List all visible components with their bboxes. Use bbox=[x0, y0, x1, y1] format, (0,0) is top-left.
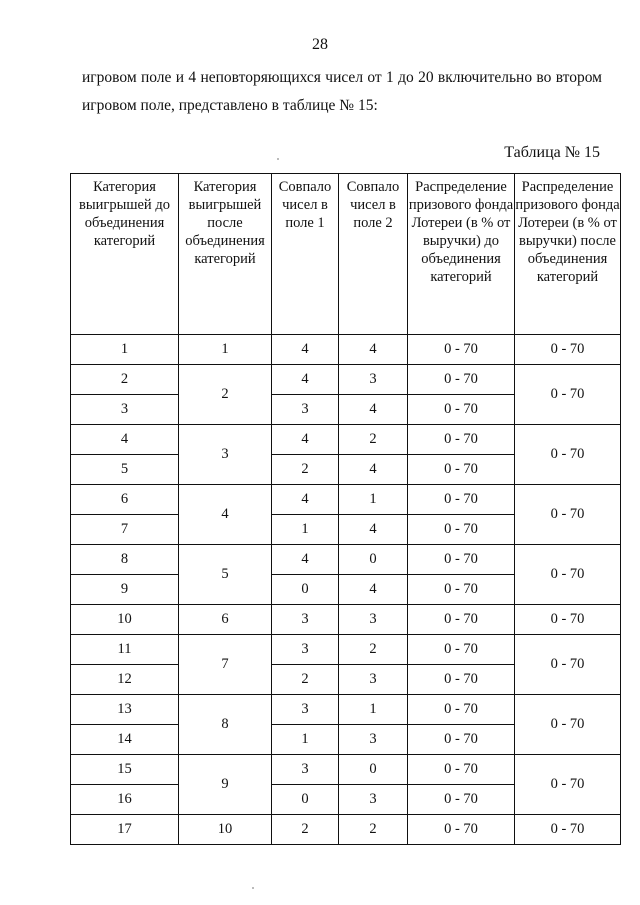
distribution-before-cell: 0 - 70 bbox=[408, 395, 515, 425]
table-row bbox=[71, 425, 621, 455]
header-distribution-before: Распределение призового фонда Лотереи (в % от выручки) до объединения категорий bbox=[408, 174, 515, 335]
distribution-after-cell: 0 - 70 bbox=[515, 365, 621, 425]
page-number: 28 bbox=[312, 36, 328, 53]
matched-field-1-cell: 4 bbox=[272, 425, 339, 455]
distribution-after-cell: 0 - 70 bbox=[515, 635, 621, 695]
distribution-before-cell: 0 - 70 bbox=[408, 605, 515, 635]
category-before-cell: 7 bbox=[71, 515, 179, 545]
header-matched-field-2: Совпало чисел в поле 2 bbox=[339, 174, 408, 335]
matched-field-1-cell: 0 bbox=[272, 785, 339, 815]
distribution-before-cell: 0 - 70 bbox=[408, 485, 515, 515]
matched-field-1-cell: 4 bbox=[272, 545, 339, 575]
header-distribution-after: Распределение призового фонда Лотереи (в % от выручки) после объединения категорий bbox=[515, 174, 621, 335]
intro-paragraph bbox=[82, 64, 602, 120]
category-before-cell: 1 bbox=[71, 335, 179, 365]
distribution-after-cell: 0 - 70 bbox=[515, 545, 621, 605]
distribution-before-cell: 0 - 70 bbox=[408, 725, 515, 755]
scan-speck bbox=[252, 887, 254, 889]
matched-field-1-cell: 4 bbox=[272, 485, 339, 515]
distribution-before-cell: 0 - 70 bbox=[408, 635, 515, 665]
paragraph-line-2: игровом поле, представлено в таблице № 15: bbox=[82, 97, 378, 114]
category-before-cell: 14 bbox=[71, 725, 179, 755]
table-row bbox=[71, 335, 621, 365]
prize-distribution-table bbox=[70, 173, 621, 845]
distribution-before-cell: 0 - 70 bbox=[408, 695, 515, 725]
distribution-before-cell: 0 - 70 bbox=[408, 785, 515, 815]
table-row bbox=[71, 605, 621, 635]
matched-field-1-cell: 1 bbox=[272, 515, 339, 545]
distribution-before-cell: 0 - 70 bbox=[408, 545, 515, 575]
distribution-before-cell: 0 - 70 bbox=[408, 455, 515, 485]
distribution-before-cell: 0 - 70 bbox=[408, 755, 515, 785]
table-row bbox=[71, 755, 621, 785]
category-after-cell: 3 bbox=[179, 425, 272, 485]
category-before-cell: 15 bbox=[71, 755, 179, 785]
header-matched-field-1: Совпало чисел в поле 1 bbox=[272, 174, 339, 335]
category-after-cell: 8 bbox=[179, 695, 272, 755]
matched-field-2-cell: 3 bbox=[339, 605, 408, 635]
category-after-cell: 10 bbox=[179, 815, 272, 845]
table-row bbox=[71, 635, 621, 665]
matched-field-2-cell: 2 bbox=[339, 815, 408, 845]
distribution-before-cell: 0 - 70 bbox=[408, 425, 515, 455]
category-before-cell: 12 bbox=[71, 665, 179, 695]
distribution-after-cell: 0 - 70 bbox=[515, 425, 621, 485]
table-header-row bbox=[71, 174, 621, 335]
category-after-cell: 9 bbox=[179, 755, 272, 815]
matched-field-1-cell: 3 bbox=[272, 395, 339, 425]
matched-field-2-cell: 3 bbox=[339, 725, 408, 755]
matched-field-2-cell: 4 bbox=[339, 575, 408, 605]
distribution-before-cell: 0 - 70 bbox=[408, 515, 515, 545]
table-row bbox=[71, 365, 621, 395]
category-before-cell: 17 bbox=[71, 815, 179, 845]
category-before-cell: 3 bbox=[71, 395, 179, 425]
matched-field-1-cell: 3 bbox=[272, 635, 339, 665]
category-before-cell: 4 bbox=[71, 425, 179, 455]
matched-field-2-cell: 4 bbox=[339, 395, 408, 425]
category-after-cell: 4 bbox=[179, 485, 272, 545]
table-row bbox=[71, 695, 621, 725]
paragraph-line-1: игровом поле и 4 неповторяющихся чисел от 1 до 20 включительно во втором bbox=[82, 69, 602, 86]
matched-field-2-cell: 2 bbox=[339, 425, 408, 455]
matched-field-2-cell: 3 bbox=[339, 785, 408, 815]
matched-field-2-cell: 4 bbox=[339, 515, 408, 545]
category-after-cell: 1 bbox=[179, 335, 272, 365]
category-after-cell: 6 bbox=[179, 605, 272, 635]
category-before-cell: 13 bbox=[71, 695, 179, 725]
matched-field-2-cell: 2 bbox=[339, 635, 408, 665]
category-before-cell: 2 bbox=[71, 365, 179, 395]
header-category-before: Категория выигрышей до объединения категорий bbox=[71, 174, 179, 335]
matched-field-1-cell: 4 bbox=[272, 365, 339, 395]
matched-field-1-cell: 2 bbox=[272, 455, 339, 485]
distribution-before-cell: 0 - 70 bbox=[408, 335, 515, 365]
table-body bbox=[71, 335, 621, 845]
category-before-cell: 10 bbox=[71, 605, 179, 635]
matched-field-2-cell: 1 bbox=[339, 695, 408, 725]
category-after-cell: 5 bbox=[179, 545, 272, 605]
matched-field-1-cell: 2 bbox=[272, 815, 339, 845]
matched-field-1-cell: 2 bbox=[272, 665, 339, 695]
distribution-before-cell: 0 - 70 bbox=[408, 575, 515, 605]
table-row bbox=[71, 485, 621, 515]
table-row bbox=[71, 815, 621, 845]
matched-field-1-cell: 0 bbox=[272, 575, 339, 605]
matched-field-2-cell: 0 bbox=[339, 755, 408, 785]
distribution-before-cell: 0 - 70 bbox=[408, 815, 515, 845]
category-after-cell: 2 bbox=[179, 365, 272, 425]
matched-field-1-cell: 3 bbox=[272, 695, 339, 725]
matched-field-2-cell: 3 bbox=[339, 365, 408, 395]
distribution-after-cell: 0 - 70 bbox=[515, 815, 621, 845]
category-before-cell: 9 bbox=[71, 575, 179, 605]
category-before-cell: 16 bbox=[71, 785, 179, 815]
matched-field-2-cell: 4 bbox=[339, 455, 408, 485]
matched-field-1-cell: 3 bbox=[272, 605, 339, 635]
distribution-after-cell: 0 - 70 bbox=[515, 485, 621, 545]
distribution-after-cell: 0 - 70 bbox=[515, 755, 621, 815]
matched-field-2-cell: 1 bbox=[339, 485, 408, 515]
distribution-before-cell: 0 - 70 bbox=[408, 665, 515, 695]
table-row bbox=[71, 545, 621, 575]
category-before-cell: 8 bbox=[71, 545, 179, 575]
matched-field-2-cell: 4 bbox=[339, 335, 408, 365]
matched-field-2-cell: 0 bbox=[339, 545, 408, 575]
header-category-after: Категория выигрышей после объединения категорий bbox=[179, 174, 272, 335]
scan-speck bbox=[277, 158, 279, 160]
matched-field-1-cell: 4 bbox=[272, 335, 339, 365]
category-before-cell: 5 bbox=[71, 455, 179, 485]
category-after-cell: 7 bbox=[179, 635, 272, 695]
matched-field-2-cell: 3 bbox=[339, 665, 408, 695]
distribution-before-cell: 0 - 70 bbox=[408, 365, 515, 395]
distribution-after-cell: 0 - 70 bbox=[515, 605, 621, 635]
table-caption: Таблица № 15 bbox=[504, 144, 600, 161]
category-before-cell: 6 bbox=[71, 485, 179, 515]
category-before-cell: 11 bbox=[71, 635, 179, 665]
matched-field-1-cell: 1 bbox=[272, 725, 339, 755]
matched-field-1-cell: 3 bbox=[272, 755, 339, 785]
distribution-after-cell: 0 - 70 bbox=[515, 335, 621, 365]
distribution-after-cell: 0 - 70 bbox=[515, 695, 621, 755]
